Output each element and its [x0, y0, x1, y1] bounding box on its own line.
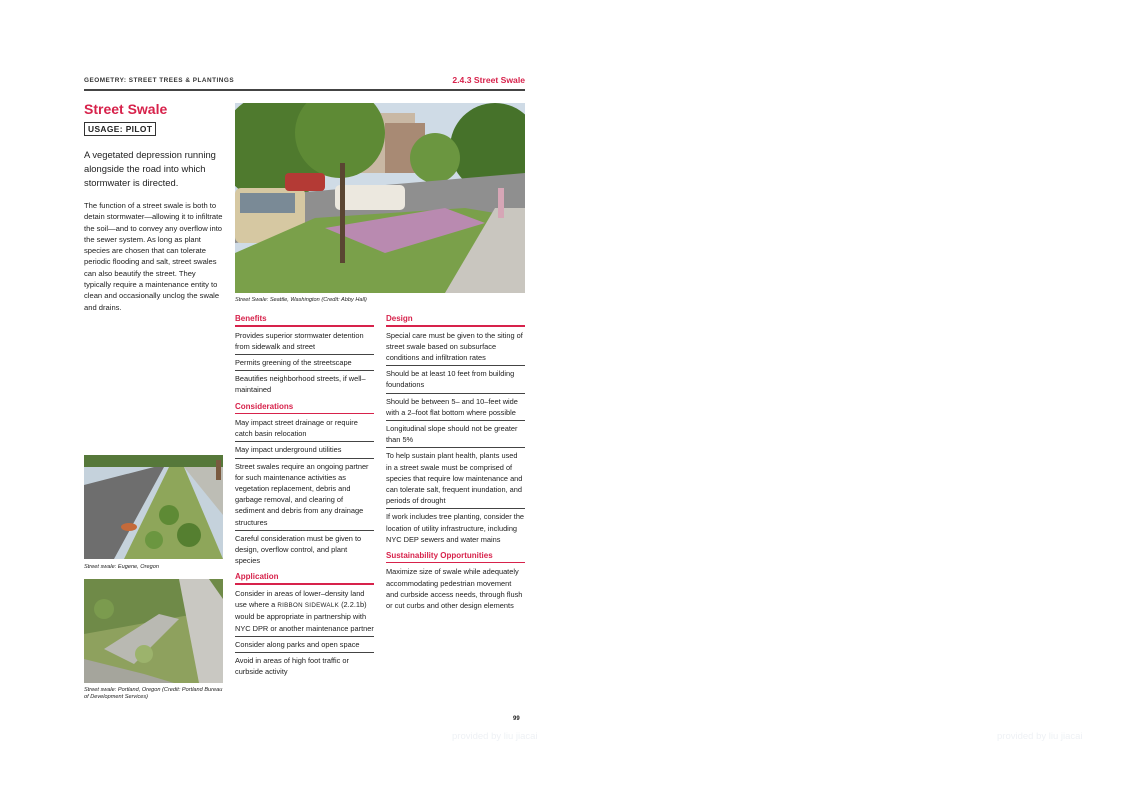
list-item: May impact street drainage or require catch basin relocation — [235, 418, 358, 439]
list-item: Should be between 5– and 10–feet wide with a 2–foot flat bottom where possible — [386, 393, 525, 420]
page-title: Street Swale — [84, 101, 168, 117]
portland-photo — [84, 579, 223, 683]
application-text-start: Consider in areas of lower–density land use where a — [235, 588, 365, 610]
ribbon-sidewalk-ref: RIBBON SIDEWALK — [277, 602, 340, 610]
list-item: Avoid in areas of high foot traffic or curbside activity — [235, 652, 374, 679]
subsection-header: 2.4.3 Street Swale — [452, 75, 525, 85]
page-number: 99 — [513, 716, 520, 722]
watermark-right: provided by liu jiacai — [997, 731, 1083, 742]
list-item: Special care must be given to the siting of street swale based on subsurface conditions and infiltration rates — [386, 330, 523, 362]
sustainability-rule — [386, 562, 525, 564]
benefits-section — [235, 314, 374, 398]
list-item: Should be at least 10 feet from building foundations — [386, 365, 525, 392]
header-divider — [84, 89, 525, 91]
application-section — [235, 572, 374, 679]
lead-paragraph: A vegetated depression running alongside the road into which stormwater is directed. — [84, 149, 216, 188]
benefits-title: Benefits — [235, 314, 267, 323]
section-header: GEOMETRY: STREET TREES & PLANTINGS — [84, 77, 235, 84]
body-paragraph: The function of a street swale is both to detain stormwater—allowing it to infiltrate the soil—and to convey any overflow into the sewer system. As long as plant species are chosen that can tolerate periodic flooding and salt, street swales can also beautify the street. They typically require a maintenance entity to clean and occasionally unclog the swale and drains. — [84, 201, 223, 312]
list-item: Provides superior stormwater detention from sidewalk and street — [235, 330, 364, 351]
design-section — [386, 314, 525, 547]
application-text-end: (2.2.1b) would be appropriate in partnership with NYC DPR or another maintenance partner — [235, 600, 374, 633]
design-title: Design — [386, 314, 413, 323]
usage-badge: USAGE: PILOT — [84, 122, 156, 136]
main-photo — [235, 103, 525, 293]
considerations-title: Considerations — [235, 401, 294, 411]
list-item: May impact underground utilities — [235, 441, 374, 457]
list-item: Permits greening of the streetscape — [235, 354, 374, 370]
list-item: Longitudinal slope should not be greater than 5% — [386, 420, 525, 447]
right-column — [386, 314, 525, 617]
list-item: Consider along parks and open space — [235, 636, 374, 652]
sustainability-section — [386, 551, 525, 613]
list-item: Careful consideration must be given to design, overflow control, and plant species — [235, 530, 374, 569]
list-item: To help sustain plant health, plants used in a street swale must be comprised of species that require low maintenance and can tolerate salt, frequent inundation, and periods of drought — [386, 447, 525, 508]
sustainability-title: Sustainability Opportunities — [386, 550, 493, 560]
list-item: Beautifies neighborhood streets, if well–maintained — [235, 370, 374, 397]
benefits-rule — [235, 325, 374, 327]
portland-caption: Street swale: Portland, Oregon (Credit: Portland Bureau of Development Services) — [84, 687, 223, 701]
application-rule — [235, 583, 374, 585]
application-title: Application — [235, 572, 279, 582]
list-item: Maximize size of swale while adequately accommodating pedestrian movement and curbside access needs, through flush or cut curbs and other design elements — [386, 567, 523, 611]
list-item — [235, 588, 374, 636]
watermark-left: provided by liu jiacai — [452, 731, 538, 742]
eugene-caption: Street swale: Eugene, Oregon — [84, 564, 159, 570]
considerations-section — [235, 402, 374, 569]
considerations-rule — [235, 413, 374, 415]
middle-column — [235, 314, 374, 683]
main-photo-caption: Street Swale: Seattle, Washington (Credit: Abby Hall) — [235, 297, 367, 303]
list-item: Street swales require an ongoing partner for such maintenance activities as vegetation replacement, debris and garbage removal, and clearing of sediment and debris from any drainage structures — [235, 458, 374, 530]
eugene-photo — [84, 455, 223, 559]
design-rule — [386, 325, 525, 327]
list-item: If work includes tree planting, consider the location of utility infrastructure, including NYC DEP sewers and water mains — [386, 508, 525, 547]
